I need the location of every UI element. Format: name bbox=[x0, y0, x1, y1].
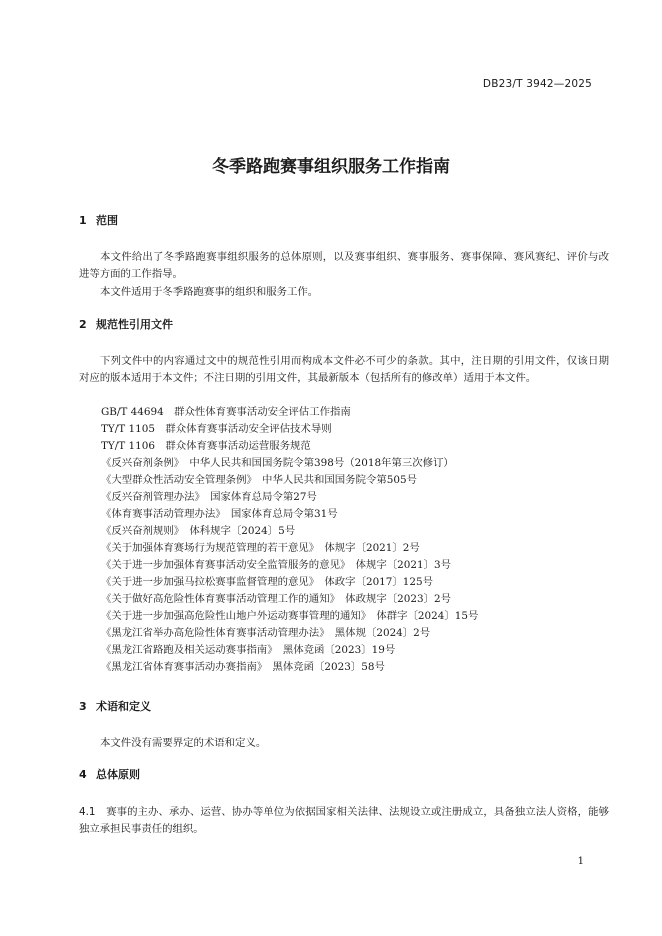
reference-item: 《黑龙江省路跑及相关运动赛事指南》 黑体竞函〔2023〕19号 bbox=[101, 644, 396, 656]
reference-item: 《反兴奋剂规则》 体科规字〔2024〕5号 bbox=[101, 525, 296, 537]
document-title: 冬季路跑赛事组织服务工作指南 bbox=[212, 157, 450, 177]
section-number: 3 bbox=[79, 700, 87, 713]
section-1-heading bbox=[79, 213, 118, 229]
standard-code: DB23/T 3942—2025 bbox=[482, 78, 592, 90]
clause-number: 4.1 bbox=[79, 806, 96, 818]
section-4-heading bbox=[79, 767, 140, 783]
section-title: 规范性引用文件 bbox=[96, 318, 173, 331]
paragraph: 下列文件中的内容通过文中的规范性引用而构成本文件必不可少的条款。其中，注日期的引用文件，仅该日期对应的版本适用于本文件；不注日期的引用文件，其最新版本（包括所有的修改单）适用于本文件。 bbox=[79, 355, 609, 384]
reference-item: 《关于进一步加强高危险性山地户外运动赛事管理的通知》 体群字〔2024〕15号 bbox=[101, 610, 479, 622]
reference-item: 《关于加强体育赛场行为规范管理的若干意见》 体规字〔2021〕2号 bbox=[101, 542, 420, 554]
reference-item: 《反兴奋剂条例》 中华人民共和国国务院令第398号（2018年第三次修订） bbox=[101, 457, 454, 469]
section-title: 总体原则 bbox=[96, 768, 140, 781]
section-number: 1 bbox=[79, 214, 87, 227]
section-2-heading bbox=[79, 317, 173, 333]
reference-item: 《关于做好高危险性体育赛事活动管理工作的通知》 体政规字〔2023〕2号 bbox=[101, 593, 451, 605]
reference-item: GB/T 44694 群众性体育赛事活动安全评估工作指南 bbox=[101, 406, 351, 418]
reference-item: 《关于进一步加强体育赛事活动安全监管服务的意见》 体规字〔2021〕3号 bbox=[101, 559, 451, 571]
reference-item: 《黑龙江省举办高危险性体育赛事活动管理办法》 黑体规〔2024〕2号 bbox=[101, 627, 431, 639]
reference-item: TY/T 1106 群众体育赛事活动运营服务规范 bbox=[101, 440, 311, 452]
section-3-heading bbox=[79, 699, 151, 715]
paragraph: 本文件给出了冬季路跑赛事组织服务的总体原则，以及赛事组织、赛事服务、赛事保障、赛风赛纪、评价与改进等方面的工作指导。 bbox=[79, 251, 609, 280]
section-number: 2 bbox=[79, 318, 87, 331]
section-title: 术语和定义 bbox=[96, 700, 151, 713]
reference-item: TY/T 1105 群众体育赛事活动安全评估技术导则 bbox=[101, 423, 332, 435]
page-number: 1 bbox=[577, 856, 584, 867]
reference-item: 《关于进一步加强马拉松赛事监督管理的意见》 体政字〔2017〕125号 bbox=[101, 576, 434, 588]
clause bbox=[79, 804, 609, 838]
clause-text: 赛事的主办、承办、运营、协办等单位为依据国家相关法律、法规设立或注册成立，具备独立法人资格，能够独立承担民事责任的组织。 bbox=[79, 806, 610, 835]
reference-item: 《大型群众性活动安全管理条例》 中华人民共和国国务院令第505号 bbox=[101, 474, 417, 486]
reference-item: 《反兴奋剂管理办法》 国家体育总局令第27号 bbox=[101, 491, 317, 503]
reference-item: 《黑龙江省体育赛事活动办赛指南》 黑体竞函〔2023〕58号 bbox=[101, 661, 385, 673]
section-number: 4 bbox=[79, 768, 87, 781]
paragraph: 本文件没有需要界定的术语和定义。 bbox=[100, 737, 267, 749]
reference-item: 《体育赛事活动管理办法》 国家体育总局令第31号 bbox=[101, 508, 338, 520]
section-title: 范围 bbox=[96, 214, 118, 227]
paragraph: 本文件适用于冬季路跑赛事的组织和服务工作。 bbox=[100, 286, 319, 298]
